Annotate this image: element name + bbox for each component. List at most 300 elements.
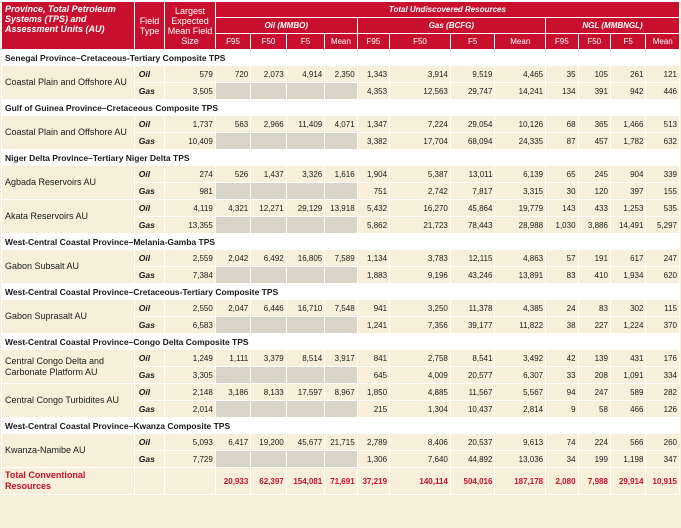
value-cell: 720 [215, 66, 250, 83]
value-cell: 83 [546, 267, 578, 284]
value-cell: 4,071 [325, 116, 357, 133]
value-cell: 9,613 [495, 434, 546, 451]
value-cell: 7,548 [325, 300, 357, 317]
value-cell: 44,892 [450, 451, 495, 468]
assessment-unit-name: Gabon Subsalt AU [2, 250, 135, 284]
value-cell: 247 [646, 250, 680, 267]
value-cell: 34 [546, 451, 578, 468]
value-cell: 410 [578, 267, 610, 284]
value-cell: 10,409 [165, 133, 216, 150]
value-cell: 7,729 [165, 451, 216, 468]
col-header-oil-f50: F50 [251, 34, 286, 50]
col-header-gas-mean: Mean [495, 34, 546, 50]
value-cell: 45,864 [450, 200, 495, 217]
not-applicable-cell [286, 183, 325, 200]
not-applicable-cell [215, 183, 250, 200]
value-cell: 1,091 [610, 367, 645, 384]
total-value-cell: 62,397 [251, 468, 286, 495]
value-cell: 1,466 [610, 116, 645, 133]
value-cell: 4,385 [495, 300, 546, 317]
total-value-cell: 154,081 [286, 468, 325, 495]
value-cell: 78,443 [450, 217, 495, 234]
value-cell: 566 [610, 434, 645, 451]
value-cell: 68 [546, 116, 578, 133]
value-cell: 155 [646, 183, 680, 200]
value-cell: 563 [215, 116, 250, 133]
value-cell: 302 [610, 300, 645, 317]
total-value-cell: 2,080 [546, 468, 578, 495]
not-applicable-cell [286, 401, 325, 418]
not-applicable-cell [251, 401, 286, 418]
value-cell: 1,437 [251, 166, 286, 183]
value-cell: 29,054 [450, 116, 495, 133]
value-cell: 535 [646, 200, 680, 217]
col-header-gas-f5: F5 [450, 34, 495, 50]
table-row [2, 166, 680, 183]
value-cell: 2,559 [165, 250, 216, 267]
value-cell: 1,934 [610, 267, 645, 284]
total-value-cell: 71,691 [325, 468, 357, 495]
field-type-gas: Gas [134, 133, 164, 150]
value-cell: 841 [357, 350, 389, 367]
value-cell: 1,198 [610, 451, 645, 468]
total-spacer [165, 468, 216, 495]
col-header-ngl-f50: F50 [578, 34, 610, 50]
value-cell: 8,514 [286, 350, 325, 367]
value-cell: 3,505 [165, 83, 216, 100]
value-cell: 261 [610, 66, 645, 83]
value-cell: 1,304 [390, 401, 451, 418]
value-cell: 247 [578, 384, 610, 401]
value-cell: 3,917 [325, 350, 357, 367]
value-cell: 1,737 [165, 116, 216, 133]
value-cell: 8,541 [450, 350, 495, 367]
value-cell: 645 [357, 367, 389, 384]
value-cell: 2,047 [215, 300, 250, 317]
value-cell: 227 [578, 317, 610, 334]
value-cell: 19,200 [251, 434, 286, 451]
value-cell: 2,758 [390, 350, 451, 367]
value-cell: 24 [546, 300, 578, 317]
col-header-oil-mean: Mean [325, 34, 357, 50]
value-cell: 224 [578, 434, 610, 451]
not-applicable-cell [325, 267, 357, 284]
not-applicable-cell [286, 83, 325, 100]
not-applicable-cell [325, 317, 357, 334]
province-row [2, 334, 680, 350]
value-cell: 4,885 [390, 384, 451, 401]
value-cell: 7,356 [390, 317, 451, 334]
value-cell: 17,704 [390, 133, 451, 150]
value-cell: 35 [546, 66, 578, 83]
value-cell: 1,134 [357, 250, 389, 267]
col-header-ngl-f95: F95 [546, 34, 578, 50]
value-cell: 4,009 [390, 367, 451, 384]
field-type-oil: Oil [134, 116, 164, 133]
not-applicable-cell [325, 183, 357, 200]
value-cell: 3,379 [251, 350, 286, 367]
total-value-cell: 140,114 [390, 468, 451, 495]
not-applicable-cell [215, 83, 250, 100]
value-cell: 513 [646, 116, 680, 133]
value-cell: 981 [165, 183, 216, 200]
value-cell: 21,723 [390, 217, 451, 234]
value-cell: 6,446 [251, 300, 286, 317]
value-cell: 42 [546, 350, 578, 367]
value-cell: 6,307 [495, 367, 546, 384]
value-cell: 2,014 [165, 401, 216, 418]
value-cell: 208 [578, 367, 610, 384]
province-row [2, 50, 680, 66]
value-cell: 260 [646, 434, 680, 451]
value-cell: 1,249 [165, 350, 216, 367]
field-type-oil: Oil [134, 434, 164, 451]
value-cell: 199 [578, 451, 610, 468]
value-cell: 1,347 [357, 116, 389, 133]
total-value-cell: 7,988 [578, 468, 610, 495]
assessment-unit-name: Kwanza-Namibe AU [2, 434, 135, 468]
field-type-gas: Gas [134, 83, 164, 100]
value-cell: 121 [646, 66, 680, 83]
value-cell: 579 [165, 66, 216, 83]
not-applicable-cell [286, 367, 325, 384]
col-header-largest-field: Largest Expected Mean Field Size [165, 2, 216, 50]
value-cell: 4,353 [357, 83, 389, 100]
not-applicable-cell [325, 217, 357, 234]
assessment-unit-name: Agbada Reservoirs AU [2, 166, 135, 200]
field-type-gas: Gas [134, 367, 164, 384]
value-cell: 11,378 [450, 300, 495, 317]
value-cell: 30 [546, 183, 578, 200]
value-cell: 38 [546, 317, 578, 334]
col-header-gas: Gas (BCFG) [357, 18, 545, 34]
value-cell: 904 [610, 166, 645, 183]
value-cell: 120 [578, 183, 610, 200]
value-cell: 617 [610, 250, 645, 267]
not-applicable-cell [251, 317, 286, 334]
value-cell: 13,036 [495, 451, 546, 468]
value-cell: 370 [646, 317, 680, 334]
value-cell: 5,432 [357, 200, 389, 217]
value-cell: 11,567 [450, 384, 495, 401]
value-cell: 115 [646, 300, 680, 317]
value-cell: 16,805 [286, 250, 325, 267]
not-applicable-cell [251, 183, 286, 200]
not-applicable-cell [215, 367, 250, 384]
value-cell: 7,384 [165, 267, 216, 284]
value-cell: 94 [546, 384, 578, 401]
value-cell: 1,224 [610, 317, 645, 334]
value-cell: 2,550 [165, 300, 216, 317]
assessment-unit-name: Coastal Plain and Offshore AU [2, 66, 135, 100]
table-row [2, 350, 680, 367]
value-cell: 143 [546, 200, 578, 217]
value-cell: 11,822 [495, 317, 546, 334]
value-cell: 17,597 [286, 384, 325, 401]
value-cell: 8,133 [251, 384, 286, 401]
total-value-cell: 29,914 [610, 468, 645, 495]
not-applicable-cell [251, 217, 286, 234]
resource-table-panel [0, 1, 681, 528]
value-cell: 134 [546, 83, 578, 100]
value-cell: 2,966 [251, 116, 286, 133]
col-header-oil-f95: F95 [215, 34, 250, 50]
assessment-unit-name: Coastal Plain and Offshore AU [2, 116, 135, 150]
province-row [2, 284, 680, 300]
not-applicable-cell [325, 401, 357, 418]
not-applicable-cell [286, 133, 325, 150]
value-cell: 11,409 [286, 116, 325, 133]
value-cell: 1,343 [357, 66, 389, 83]
value-cell: 431 [610, 350, 645, 367]
value-cell: 105 [578, 66, 610, 83]
value-cell: 1,030 [546, 217, 578, 234]
value-cell: 39,177 [450, 317, 495, 334]
not-applicable-cell [251, 83, 286, 100]
province-title: West-Central Coastal Province–Melania-Gamba TPS [2, 234, 680, 250]
value-cell: 446 [646, 83, 680, 100]
not-applicable-cell [286, 317, 325, 334]
table-row [2, 66, 680, 83]
value-cell: 126 [646, 401, 680, 418]
value-cell: 33 [546, 367, 578, 384]
value-cell: 3,326 [286, 166, 325, 183]
field-type-gas: Gas [134, 451, 164, 468]
value-cell: 5,567 [495, 384, 546, 401]
value-cell: 2,148 [165, 384, 216, 401]
value-cell: 4,914 [286, 66, 325, 83]
not-applicable-cell [325, 133, 357, 150]
not-applicable-cell [215, 267, 250, 284]
assessment-unit-name: Akata Reservoirs AU [2, 200, 135, 234]
col-header-ngl: NGL (MMBNGL) [546, 18, 680, 34]
not-applicable-cell [325, 451, 357, 468]
value-cell: 87 [546, 133, 578, 150]
value-cell: 5,297 [646, 217, 680, 234]
value-cell: 7,817 [450, 183, 495, 200]
value-cell: 4,863 [495, 250, 546, 267]
province-title: West-Central Coastal Province–Cretaceous-Tertiary Composite TPS [2, 284, 680, 300]
not-applicable-cell [251, 133, 286, 150]
value-cell: 20,537 [450, 434, 495, 451]
not-applicable-cell [325, 367, 357, 384]
province-title: West-Central Coastal Province–Congo Delta Composite TPS [2, 334, 680, 350]
not-applicable-cell [286, 451, 325, 468]
not-applicable-cell [215, 217, 250, 234]
value-cell: 191 [578, 250, 610, 267]
value-cell: 83 [578, 300, 610, 317]
value-cell: 942 [610, 83, 645, 100]
not-applicable-cell [215, 401, 250, 418]
total-value-cell: 20,933 [215, 468, 250, 495]
total-value-cell: 504,016 [450, 468, 495, 495]
value-cell: 19,779 [495, 200, 546, 217]
value-cell: 13,355 [165, 217, 216, 234]
value-cell: 433 [578, 200, 610, 217]
value-cell: 3,250 [390, 300, 451, 317]
field-type-gas: Gas [134, 183, 164, 200]
value-cell: 5,093 [165, 434, 216, 451]
value-cell: 57 [546, 250, 578, 267]
value-cell: 6,139 [495, 166, 546, 183]
value-cell: 274 [165, 166, 216, 183]
value-cell: 7,224 [390, 116, 451, 133]
value-cell: 9,196 [390, 267, 451, 284]
value-cell: 457 [578, 133, 610, 150]
total-spacer [134, 468, 164, 495]
value-cell: 176 [646, 350, 680, 367]
province-row [2, 234, 680, 250]
table-row [2, 384, 680, 401]
value-cell: 334 [646, 367, 680, 384]
field-type-oil: Oil [134, 166, 164, 183]
table-row [2, 300, 680, 317]
value-cell: 14,491 [610, 217, 645, 234]
field-type-oil: Oil [134, 200, 164, 217]
value-cell: 21,715 [325, 434, 357, 451]
value-cell: 8,406 [390, 434, 451, 451]
value-cell: 16,710 [286, 300, 325, 317]
not-applicable-cell [215, 133, 250, 150]
assessment-unit-name: Gabon Suprasalt AU [2, 300, 135, 334]
not-applicable-cell [251, 367, 286, 384]
field-type-gas: Gas [134, 401, 164, 418]
value-cell: 29,747 [450, 83, 495, 100]
col-header-oil: Oil (MMBO) [215, 18, 357, 34]
total-value-cell: 187,178 [495, 468, 546, 495]
value-cell: 391 [578, 83, 610, 100]
province-row [2, 150, 680, 166]
value-cell: 45,677 [286, 434, 325, 451]
value-cell: 1,111 [215, 350, 250, 367]
value-cell: 13,891 [495, 267, 546, 284]
table-row [2, 434, 680, 451]
province-title: Gulf of Guinea Province–Cretaceous Composite TPS [2, 100, 680, 116]
value-cell: 1,904 [357, 166, 389, 183]
province-row [2, 418, 680, 434]
value-cell: 2,814 [495, 401, 546, 418]
field-type-oil: Oil [134, 384, 164, 401]
value-cell: 3,382 [357, 133, 389, 150]
value-cell: 2,742 [390, 183, 451, 200]
value-cell: 347 [646, 451, 680, 468]
value-cell: 1,883 [357, 267, 389, 284]
value-cell: 3,315 [495, 183, 546, 200]
province-title: West-Central Coastal Province–Kwanza Composite TPS [2, 418, 680, 434]
value-cell: 29,129 [286, 200, 325, 217]
value-cell: 13,918 [325, 200, 357, 217]
value-cell: 10,437 [450, 401, 495, 418]
value-cell: 13,011 [450, 166, 495, 183]
value-cell: 43,246 [450, 267, 495, 284]
value-cell: 5,862 [357, 217, 389, 234]
not-applicable-cell [251, 451, 286, 468]
value-cell: 5,387 [390, 166, 451, 183]
col-header-total: Total Undiscovered Resources [215, 2, 679, 18]
value-cell: 3,783 [390, 250, 451, 267]
value-cell: 16,270 [390, 200, 451, 217]
province-title: Senegal Province–Cretaceous-Tertiary Composite TPS [2, 50, 680, 66]
value-cell: 3,914 [390, 66, 451, 83]
col-header-field-type: Field Type [134, 2, 164, 50]
field-type-gas: Gas [134, 217, 164, 234]
value-cell: 6,583 [165, 317, 216, 334]
value-cell: 589 [610, 384, 645, 401]
not-applicable-cell [251, 267, 286, 284]
total-row [2, 468, 680, 495]
value-cell: 282 [646, 384, 680, 401]
value-cell: 9 [546, 401, 578, 418]
value-cell: 7,640 [390, 451, 451, 468]
col-header-ngl-f5: F5 [610, 34, 645, 50]
field-type-gas: Gas [134, 267, 164, 284]
table-row [2, 116, 680, 133]
field-type-gas: Gas [134, 317, 164, 334]
value-cell: 3,886 [578, 217, 610, 234]
value-cell: 28,988 [495, 217, 546, 234]
total-label: Total Conventional Resources [2, 468, 135, 495]
value-cell: 24,335 [495, 133, 546, 150]
value-cell: 9,519 [450, 66, 495, 83]
value-cell: 751 [357, 183, 389, 200]
value-cell: 1,253 [610, 200, 645, 217]
value-cell: 1,241 [357, 317, 389, 334]
field-type-oil: Oil [134, 250, 164, 267]
value-cell: 245 [578, 166, 610, 183]
value-cell: 68,094 [450, 133, 495, 150]
col-header-gas-f95: F95 [357, 34, 389, 50]
value-cell: 65 [546, 166, 578, 183]
value-cell: 20,577 [450, 367, 495, 384]
col-header-gas-f50: F50 [390, 34, 451, 50]
table-row [2, 200, 680, 217]
total-value-cell: 10,915 [646, 468, 680, 495]
value-cell: 2,350 [325, 66, 357, 83]
value-cell: 632 [646, 133, 680, 150]
total-value-cell: 37,219 [357, 468, 389, 495]
table-body [2, 50, 680, 495]
value-cell: 397 [610, 183, 645, 200]
assessment-unit-name: Central Congo Turbidites AU [2, 384, 135, 418]
value-cell: 12,271 [251, 200, 286, 217]
value-cell: 3,305 [165, 367, 216, 384]
value-cell: 4,119 [165, 200, 216, 217]
value-cell: 1,616 [325, 166, 357, 183]
value-cell: 3,492 [495, 350, 546, 367]
not-applicable-cell [286, 267, 325, 284]
value-cell: 12,563 [390, 83, 451, 100]
value-cell: 6,417 [215, 434, 250, 451]
province-title: Niger Delta Province–Tertiary Niger Delta TPS [2, 150, 680, 166]
value-cell: 1,782 [610, 133, 645, 150]
value-cell: 2,073 [251, 66, 286, 83]
value-cell: 14,241 [495, 83, 546, 100]
not-applicable-cell [325, 83, 357, 100]
value-cell: 1,306 [357, 451, 389, 468]
value-cell: 526 [215, 166, 250, 183]
value-cell: 4,321 [215, 200, 250, 217]
value-cell: 620 [646, 267, 680, 284]
not-applicable-cell [286, 217, 325, 234]
assessment-unit-name: Central Congo Delta and Carbonate Platform AU [2, 350, 135, 384]
province-row [2, 100, 680, 116]
field-type-oil: Oil [134, 300, 164, 317]
field-type-oil: Oil [134, 350, 164, 367]
col-header-province: Province, Total Petroleum Systems (TPS) and Assessment Units (AU) [2, 2, 135, 50]
value-cell: 2,042 [215, 250, 250, 267]
field-type-oil: Oil [134, 66, 164, 83]
value-cell: 4,465 [495, 66, 546, 83]
